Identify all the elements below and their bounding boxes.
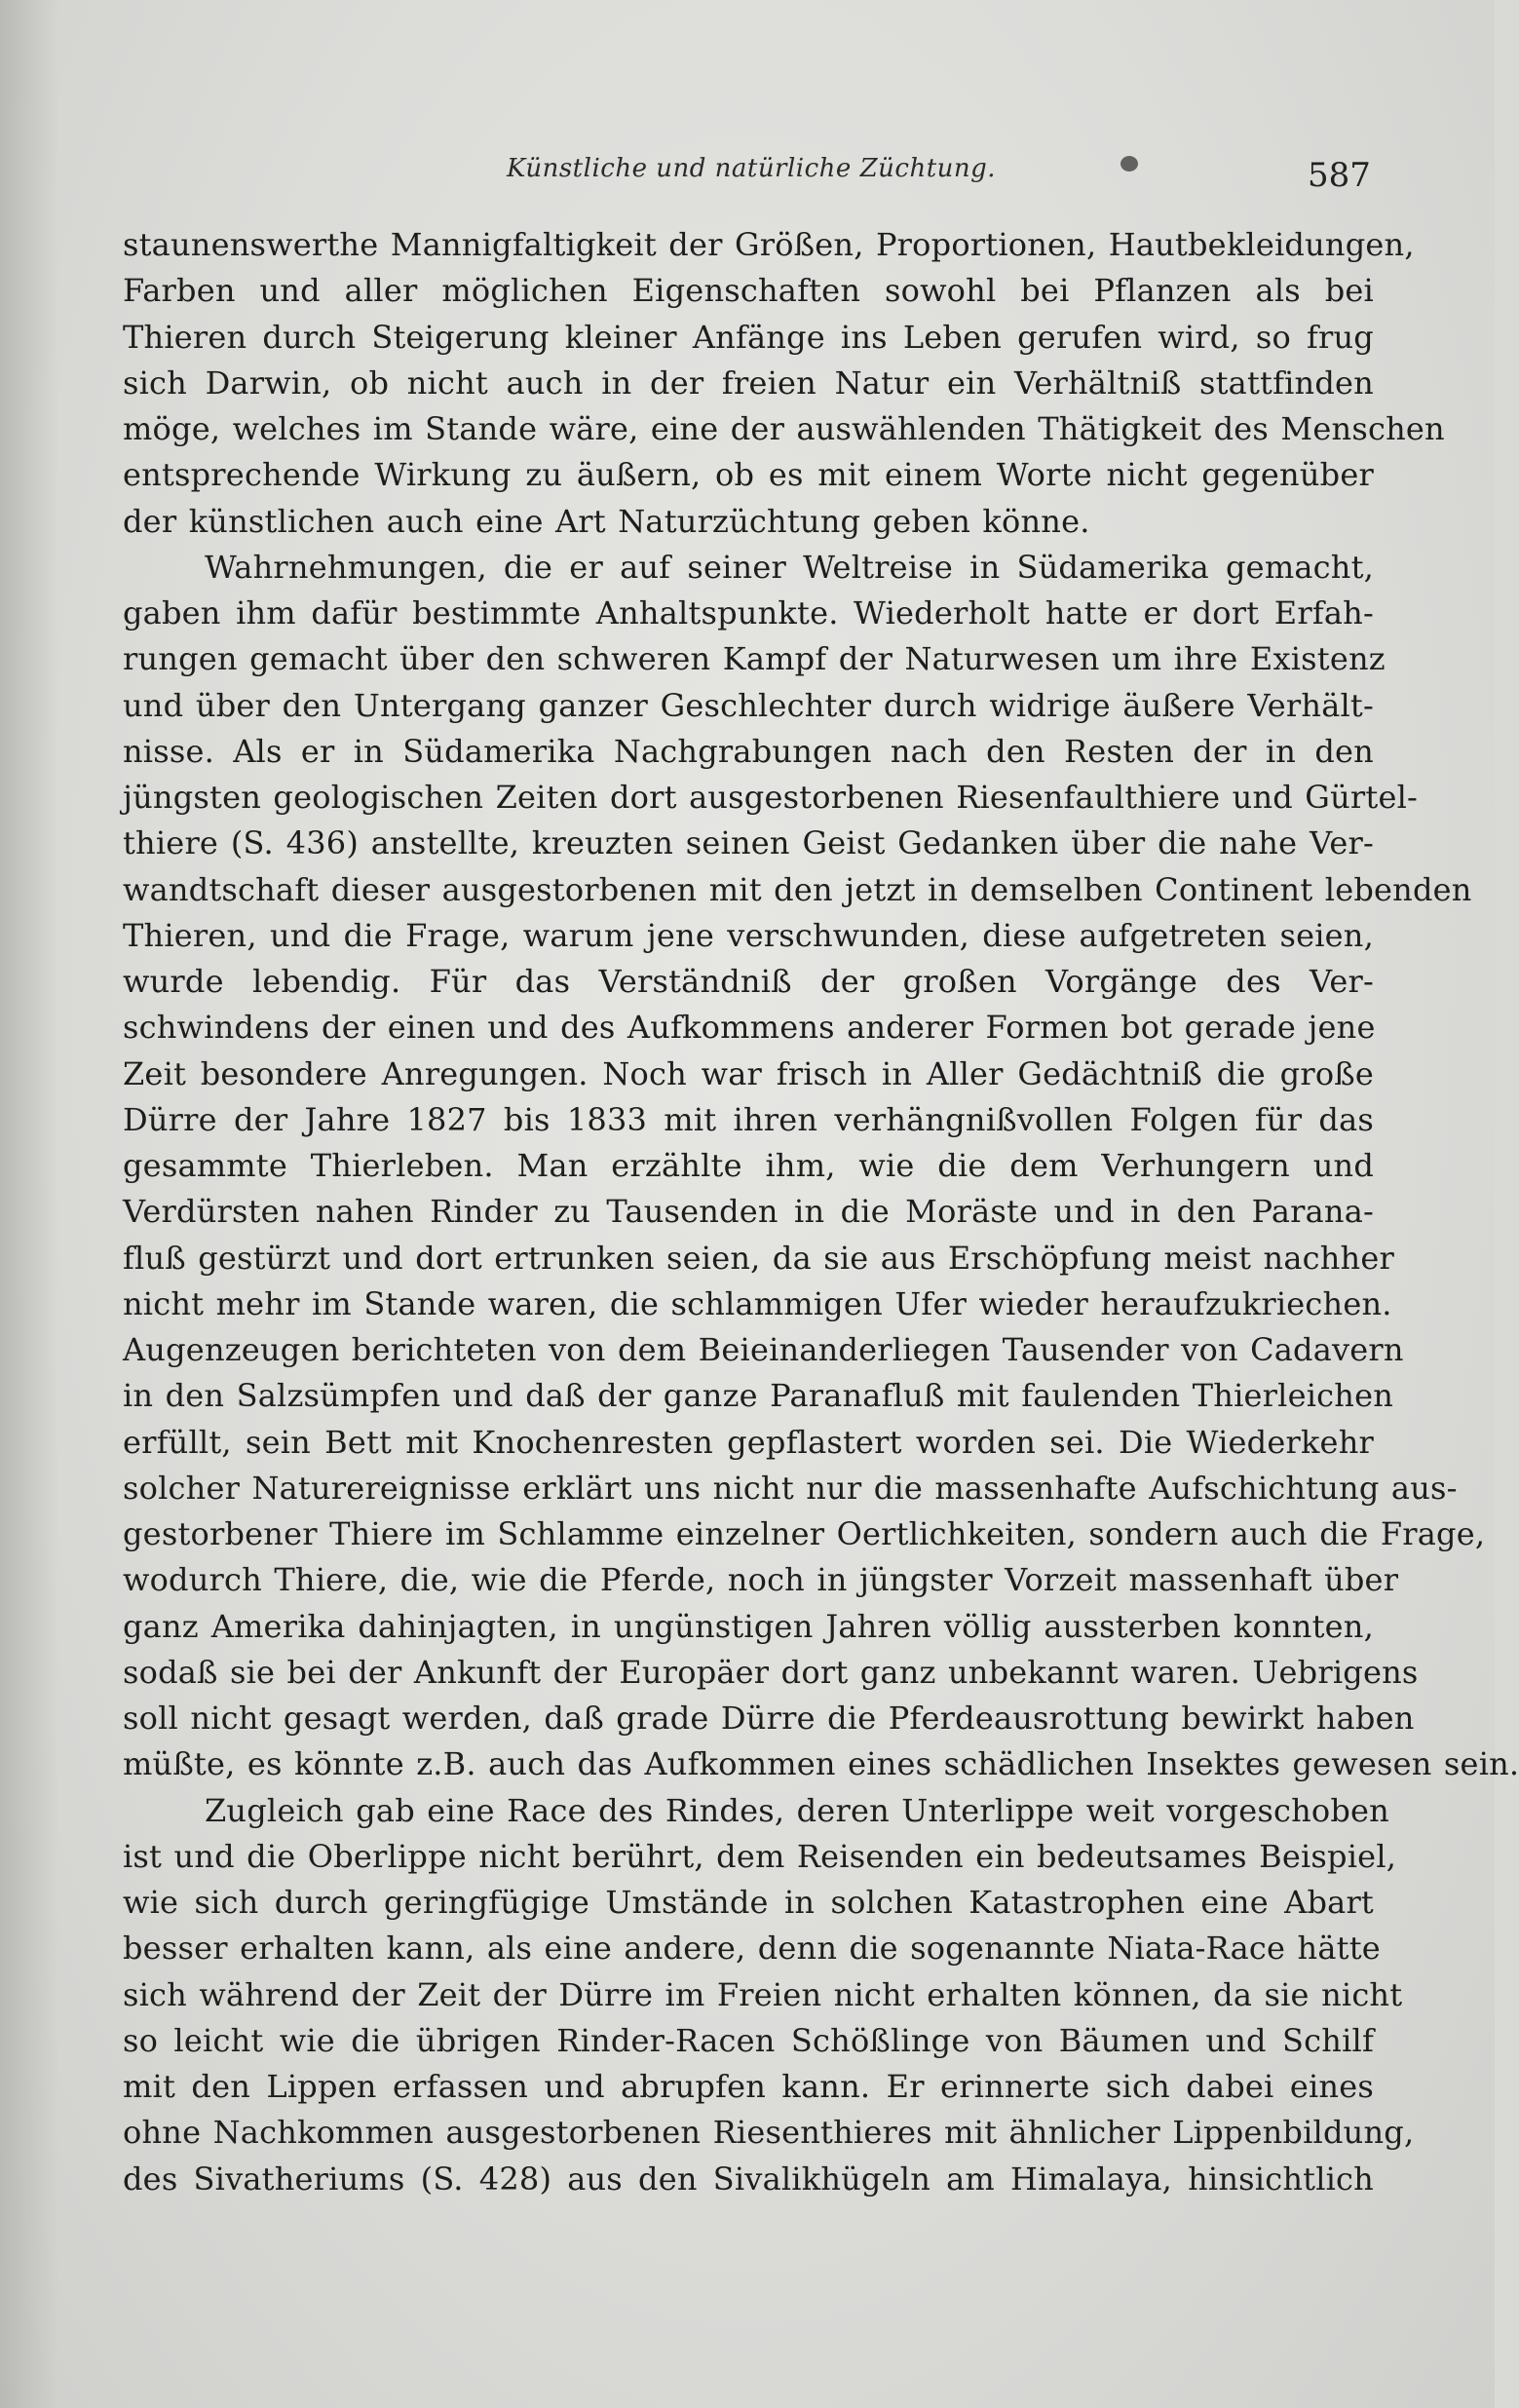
text-line: besser erhalten kann, als eine andere, denn die sogenannte Niata-Race hätte xyxy=(123,1930,1381,1968)
text-line: Verdürsten nahen Rinder zu Tausenden in die Moräste und in den Parana- xyxy=(123,1193,1374,1231)
text-line: Zeit besondere Anregungen. Noch war frisch in Aller Gedächtniß die große xyxy=(123,1054,1374,1092)
text-line: schwindens der einen und des Aufkommens anderer Formen bot gerade jene xyxy=(123,1009,1376,1047)
text-line: nicht mehr im Stande waren, die schlammigen Ufer wieder heraufzukriechen. xyxy=(123,1284,1392,1322)
text-line: wandtschaft dieser ausgestorbenen mit den jetzt in demselben Continent lebenden xyxy=(123,870,1472,908)
text-line: wie sich durch geringfügige Umstände in solchen Katastrophen eine Abart xyxy=(123,1884,1374,1921)
text-line: gaben ihm dafür bestimmte Anhaltspunkte. Wiederholt hatte er dort Erfah- xyxy=(123,594,1374,631)
text-line: gestorbener Thiere im Schlamme einzelner Oertlichkeiten, sondern auch die Frage, xyxy=(123,1515,1486,1552)
text-line: wurde lebendig. Für das Verständniß der großen Vorgänge des Ver- xyxy=(123,963,1374,1000)
text-line: thiere (S. 436) anstellte, kreuzten seinen Geist Gedanken über die nahe Ver- xyxy=(123,824,1374,862)
text-line: sich während der Zeit der Dürre im Freien nicht erhalten können, da sie nicht xyxy=(123,1975,1403,2013)
text-line: mit den Lippen erfassen und abrupfen kann. Er erinnerte sich dabei eines xyxy=(123,2068,1374,2105)
text-line: Farben und aller möglichen Eigenschaften sowohl bei Pflanzen als bei xyxy=(123,272,1374,310)
page-number: 587 xyxy=(1308,156,1371,195)
text-line: Thieren durch Steigerung kleiner Anfänge ins Leben gerufen wird, so frug xyxy=(123,318,1374,356)
text-line: nisse. Als er in Südamerika Nachgrabungen nach den Resten der in den xyxy=(123,732,1374,770)
text-line: Thieren, und die Frage, warum jene verschwunden, diese aufgetreten seien, xyxy=(123,916,1374,954)
text-line: gesammte Thierleben. Man erzählte ihm, wie die dem Verhungern und xyxy=(123,1147,1374,1184)
text-line: jüngsten geologischen Zeiten dort ausgestorbenen Riesenfaulthiere und Gürtel- xyxy=(123,779,1419,816)
text-line: des Sivatheriums (S. 428) aus den Sivalikhügeln am Himalaya, hinsichtlich xyxy=(123,2160,1374,2198)
ink-blot xyxy=(1120,156,1138,172)
text-line: so leicht wie die übrigen Rinder-Racen Schößlinge von Bäumen und Schilf xyxy=(123,2021,1374,2059)
text-line: sodaß sie bei der Ankunft der Europäer dort ganz unbekannt waren. Uebrigens xyxy=(123,1653,1419,1691)
text-line: müßte, es könnte z.B. auch das Aufkommen eines schädlichen Insektes gewesen sein. xyxy=(123,1745,1519,1783)
text-line: der künstlichen auch eine Art Naturzüchtung geben könne. xyxy=(123,502,1090,540)
text-line: Dürre der Jahre 1827 bis 1833 mit ihren verhängnißvollen Folgen für das xyxy=(123,1100,1374,1138)
text-line: in den Salzsümpfen und daß der ganze Paranafluß mit faulenden Thierleichen xyxy=(123,1377,1394,1415)
text-line: fluß gestürzt und dort ertrunken seien, da sie aus Erschöpfung meist nachher xyxy=(123,1239,1394,1277)
text-line: rungen gemacht über den schweren Kampf der Naturwesen um ihre Existenz xyxy=(123,640,1386,678)
text-line: sich Darwin, ob nicht auch in der freien Natur ein Verhältniß stattfinden xyxy=(123,363,1374,401)
text-line: erfüllt, sein Bett mit Knochenresten gepflastert worden sei. Die Wiederkehr xyxy=(123,1423,1374,1461)
text-line: und über den Untergang ganzer Geschlechter durch widrige äußere Verhält- xyxy=(123,686,1374,724)
text-line: möge, welches im Stande wäre, eine der auswählenden Thätigkeit des Menschen xyxy=(123,410,1445,447)
text-line: ist und die Oberlippe nicht berührt, dem Reisenden ein bedeutsames Beispiel, xyxy=(123,1837,1397,1875)
running-title: Künstliche und natürliche Züchtung. xyxy=(507,154,997,183)
text-line: Wahrnehmungen, die er auf seiner Weltreise in Südamerika gemacht, xyxy=(205,548,1374,586)
text-line: ohne Nachkommen ausgestorbenen Riesenthieres mit ähnlicher Lippenbildung, xyxy=(123,2114,1415,2152)
text-line: wodurch Thiere, die, wie die Pferde, noch in jüngster Vorzeit massenhaft über xyxy=(123,1561,1399,1599)
text-line: solcher Naturereignisse erklärt uns nicht nur die massenhafte Aufschichtung aus- xyxy=(123,1469,1458,1507)
text-line: Augenzeugen berichteten von dem Beieinanderliegen Tausender von Cadavern xyxy=(123,1331,1404,1368)
text-line: Zugleich gab eine Race des Rindes, deren Unterlippe weit vorgeschoben xyxy=(205,1791,1389,1829)
text-line: staunenswerthe Mannigfaltigkeit der Größen, Proportionen, Hautbekleidungen, xyxy=(123,226,1415,263)
text-line: ganz Amerika dahinjagten, in ungünstigen Jahren völlig aussterben konnten, xyxy=(123,1607,1374,1645)
text-line: entsprechende Wirkung zu äußern, ob es mit einem Worte nicht gegenüber xyxy=(123,456,1374,494)
body-text xyxy=(123,222,1519,2202)
text-line: soll nicht gesagt werden, daß grade Dürre die Pferdeausrottung bewirkt haben xyxy=(123,1700,1415,1737)
page-gutter-shadow xyxy=(0,0,58,2408)
